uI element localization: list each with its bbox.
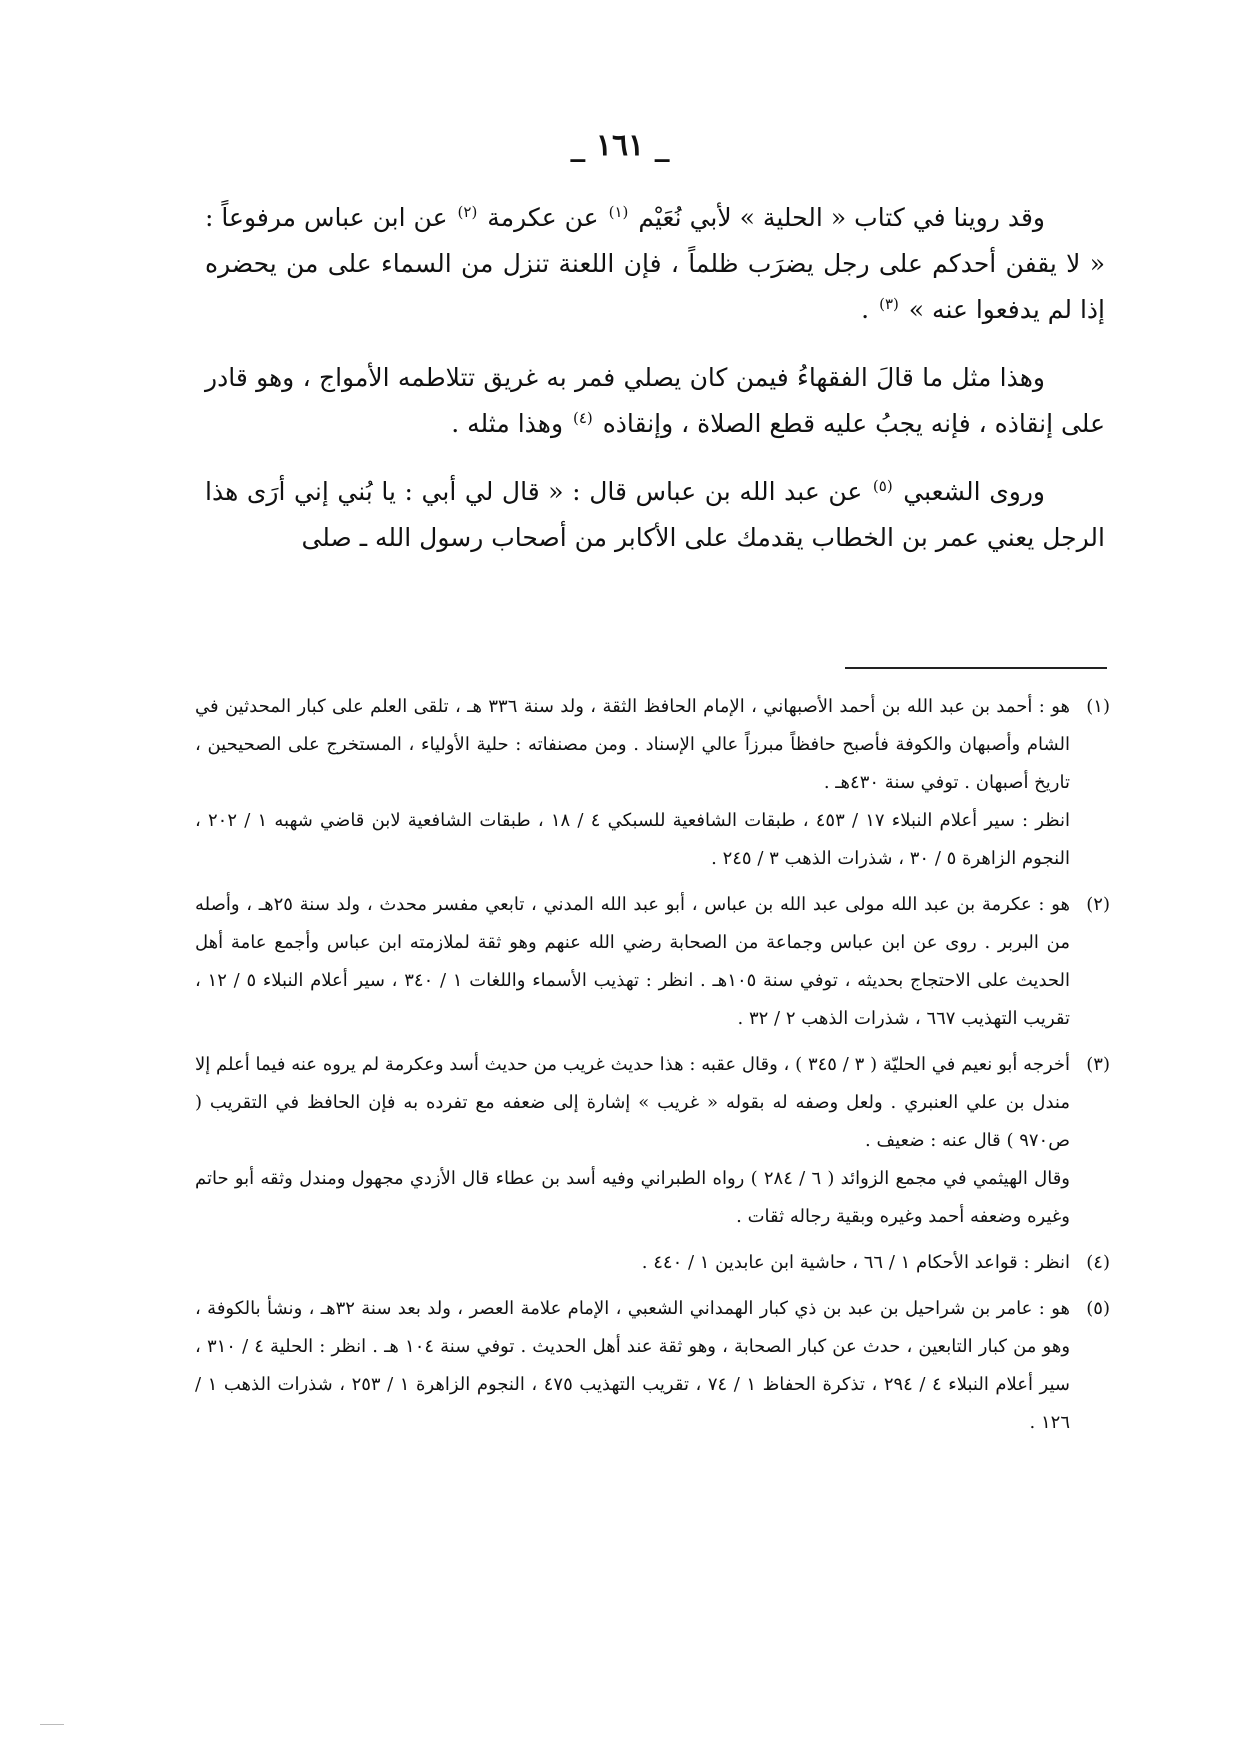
paragraph-text: عن عكرمة bbox=[479, 203, 607, 232]
page-number: _ ١٦١ _ bbox=[570, 128, 670, 163]
footnote-body bbox=[195, 1244, 1070, 1282]
paragraph-text: وهذا مثله . bbox=[451, 409, 571, 438]
footnote bbox=[195, 1290, 1110, 1442]
paragraph-text: وهذا مثل ما قالَ الفقهاءُ فيمن كان يصلي فمر به غريق تتلاطمه الأمواج ، وهو قادر على إنقاذه ، فإنه يجبُ عليه قطع الصلاة ، وإنقاذه bbox=[205, 363, 1105, 438]
main-text bbox=[205, 195, 1105, 583]
footnote-number: (٣) bbox=[1086, 1054, 1110, 1075]
footnote bbox=[195, 1046, 1110, 1236]
footnote-body bbox=[195, 1290, 1070, 1442]
footnote-number: (٢) bbox=[1086, 894, 1110, 915]
footnote-text: هو : عكرمة بن عبد الله مولى عبد الله بن عباس ، أبو عبد الله المدني ، تابعي مفسر محدث ، ولد سنة ٢٥هـ ، وأصله من البربر . روى عن ابن عباس وجماعة من الصحابة رضي الله عنهم وهو ثقة لملازمته ابن عباس وأجمع عامة أهل الحديث على الاحتجاج بحديثه ، توفي سنة ١٠٥هـ . انظر : تهذيب الأسماء واللغات ١ / ٣٤٠ ، سير أعلام النبلاء ٥ / ١٢ ، تقريب التهذيب ٦٦٧ ، شذرات الذهب ٢ / ٣٢ . bbox=[195, 894, 1070, 1029]
footnote-reference: (١) bbox=[608, 202, 629, 221]
footnote-text: انظر : سير أعلام النبلاء ١٧ / ٤٥٣ ، طبقات الشافعية للسبكي ٤ / ١٨ ، طبقات الشافعية لابن قاضي شهبه ١ / ٢٠٢ ، النجوم الزاهرة ٥ / ٣٠ ، شذرات الذهب ٣ / ٢٤٥ . bbox=[195, 810, 1070, 869]
footnote-number: (٥) bbox=[1086, 1298, 1110, 1319]
footnote-text: هو : أحمد بن عبد الله بن أحمد الأصبهاني ، الإمام الحافظ الثقة ، ولد سنة ٣٣٦ هـ ، تلقى العلم على كبار المحدثين في الشام وأصبهان والكوفة فأصبح حافظاً مبرزاً عالي الإسناد . ومن مصنفاته : حلية الأولياء ، المستخرج على الصحيحين ، تاريخ أصبهان . توفي سنة ٤٣٠هـ . bbox=[195, 696, 1071, 793]
footnote-divider bbox=[845, 667, 1107, 669]
footnotes bbox=[195, 688, 1110, 1450]
footnote bbox=[195, 1244, 1110, 1282]
paragraph-text: وقد روينا في كتاب « الحلية » لأبي نُعَيْم bbox=[630, 203, 1045, 232]
paragraph-text: وروى الشعبي bbox=[894, 477, 1045, 506]
footnote-text: أخرجه أبو نعيم في الحليّة ( ٣ / ٣٤٥ ) ، وقال عقبه : هذا حديث غريب من حديث أسد وعكرمة لم يروه عنه فيما أعلم إلا مندل بن علي العنبري . ولعل وصفه له بقوله « غريب » إشارة إلى ضعفه مع تفرده به فإن الحافظ في التقريب ( ص٩٧٠ ) قال عنه : ضعيف . bbox=[195, 1054, 1071, 1151]
footnote-reference: (٢) bbox=[457, 202, 478, 221]
footnote-reference: (٥) bbox=[872, 476, 893, 495]
footnote bbox=[195, 886, 1110, 1038]
footnote-reference: (٣) bbox=[879, 294, 899, 313]
footnote-body bbox=[195, 688, 1070, 878]
footnote-reference: (٤) bbox=[572, 408, 593, 427]
main-paragraph bbox=[205, 469, 1105, 561]
footnote-text: وقال الهيثمي في مجمع الزوائد ( ٦ / ٢٨٤ ) رواه الطبراني وفيه أسد بن عطاء قال الأزدي مجهول ومندل وثقه أبو حاتم وغيره وضعفه أحمد وغيره وبقية رجاله ثقات . bbox=[195, 1168, 1070, 1227]
paragraph-text: عن عبد الله بن عباس قال : « قال لي أبي : يا بُني إني أرَى هذا الرجل يعني عمر بن الخطاب يقدمك على الأكابر من أصحاب رسول الله ـ صلى bbox=[205, 477, 1105, 552]
paragraph-text: عن ابن عباس مرفوعاً : « لا يقفن أحدكم على رجل يضرَب ظلماً ، فإن اللعنة تنزل من السماء على من يحضره إذا لم يدفعوا عنه » bbox=[205, 203, 1105, 324]
footnote-number: (٤) bbox=[1086, 1252, 1110, 1273]
footnote bbox=[195, 688, 1110, 878]
footnote-body bbox=[195, 1046, 1070, 1236]
footnote-body bbox=[195, 886, 1070, 1038]
footnote-number: (١) bbox=[1086, 696, 1110, 717]
paragraph-text: . bbox=[861, 295, 878, 324]
main-paragraph bbox=[205, 195, 1105, 333]
main-paragraph bbox=[205, 355, 1105, 447]
scan-corner-mark bbox=[40, 1724, 64, 1725]
footnote-text: هو : عامر بن شراحيل بن عبد بن ذي كبار الهمداني الشعبي ، الإمام علامة العصر ، ولد بعد سنة ٣٢هـ ، ونشأ بالكوفة ، وهو من كبار التابعين ، حدث عن كبار الصحابة ، وهو ثقة عند أهل الحديث . توفي سنة ١٠٤ هـ . انظر : الحلية ٤ / ٣١٠ ، سير أعلام النبلاء ٤ / ٢٩٤ ، تذكرة الحفاظ ١ / ٧٤ ، تقريب التهذيب ٤٧٥ ، النجوم الزاهرة ١ / ٢٥٣ ، شذرات الذهب ١ / ١٢٦ . bbox=[195, 1298, 1071, 1433]
footnote-text: انظر : قواعد الأحكام ١ / ٦٦ ، حاشية ابن عابدين ١ / ٤٤٠ . bbox=[641, 1252, 1070, 1273]
